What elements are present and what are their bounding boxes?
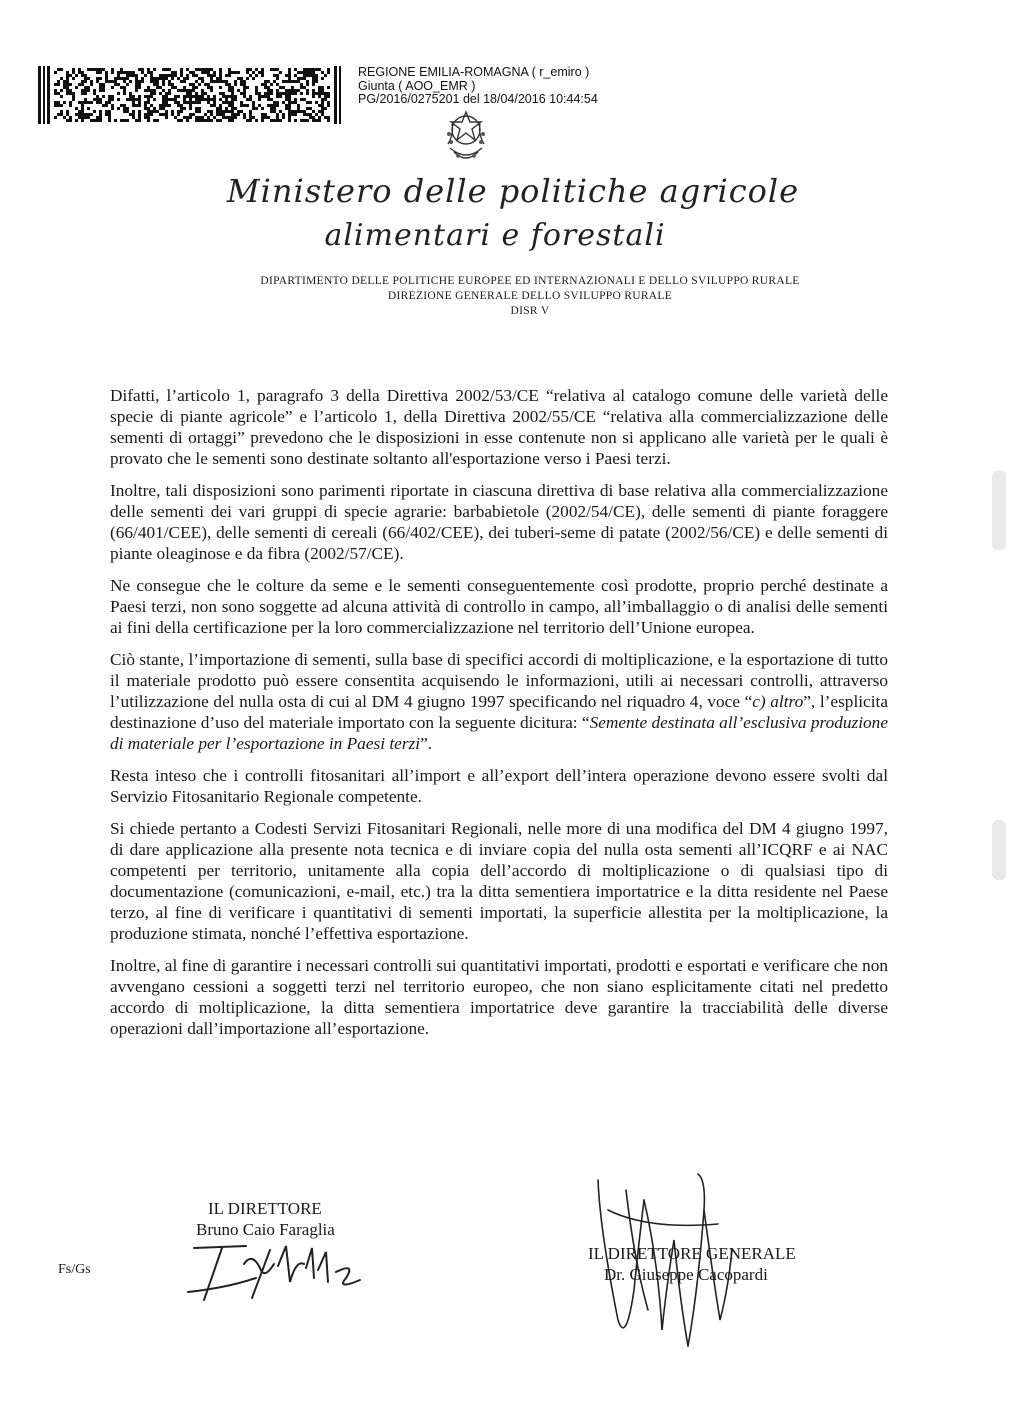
paragraph-text: ”, l’esplicita destinazione d’uso del materiale importato con la seguente dicitura: “ [110, 692, 888, 732]
department-title: DIPARTIMENTO DELLE POLITICHE EUROPEE ED INTERNAZIONALI E DELLO SVILUPPO RURALE [260, 275, 800, 287]
republic-emblem-icon [440, 104, 492, 168]
letter-body [110, 385, 888, 1050]
office-code: DISR V [510, 305, 550, 317]
ministry-name-line2: alimentari e forestali [324, 218, 666, 253]
signature-role: IL DIRETTORE [208, 1199, 322, 1218]
ministry-name-line1: Ministero delle politiche agricole [226, 172, 800, 210]
italic-text: Semente destinata all’esclusiva produzione di materiale per l’esportazione in Paesi terzi [110, 713, 888, 753]
stamp-line-protocol: PG/2016/0275201 del 18/04/2016 10:44:54 [358, 92, 598, 106]
scan-artifact [992, 820, 1006, 880]
paragraph-text: ”. [420, 734, 433, 753]
barcode-image [38, 66, 344, 124]
paragraph-text: Ciò stante, l’importazione di sementi, sulla base di specifici accordi di moltiplicazione, e la esportazione di tutto il materiale prodotto può essere consentita acquisendo le informazioni, utili ai necessari controlli, attraverso l’utilizzazione del nulla osta di cui al DM 4 giugno 1997 specificando nel riquadro 4, voce “ [110, 650, 888, 711]
signature-role: IL DIRETTORE GENERALE [588, 1244, 796, 1263]
paragraph: Difatti, l’articolo 1, paragrafo 3 della Direttiva 2002/53/CE “relativa al catalogo comune delle varietà delle specie di piante agricole” e l’articolo 1, della Direttiva 2002/55/CE “relativa alla commercializzazione delle sementi di ortaggi” prevedono che le disposizioni in esse contenute non si applicano alle varietà per le quali è provato che le sementi sono destinate soltanto all'esportazione verso i Paesi terzi. [110, 386, 888, 468]
signature-name: Bruno Caio Faraglia [196, 1220, 335, 1239]
directorate-title: DIREZIONE GENERALE DELLO SVILUPPO RURALE [387, 290, 673, 302]
stamp-line-office: Giunta ( AOO_EMR ) [358, 78, 476, 93]
signature-name: Dr. Giuseppe Cacopardi [604, 1265, 768, 1284]
handwritten-signature-icon [186, 1238, 376, 1308]
paragraph [110, 649, 888, 754]
paragraph: Inoltre, tali disposizioni sono parimenti riportate in ciascuna direttiva di base relativa alla commercializzazione delle sementi dei vari gruppi di specie agrarie: barbabietole (2002/54/CE), delle sementi di piante foraggere (66/401/CEE), delle sementi di cereali (66/402/CEE), dei tuberi-seme di patate (2002/56/CE) e delle sementi di piante oleaginose e da fibra (2002/57/CE). [110, 481, 888, 563]
scan-artifact [992, 470, 1006, 550]
signature-block-director-general [588, 1243, 796, 1285]
author-initials: Fs/Gs [58, 1262, 91, 1277]
signature-block-director [196, 1198, 335, 1240]
stamp-line-region: REGIONE EMILIA-ROMAGNA ( r_emiro ) [358, 65, 590, 79]
paragraph: Ne consegue che le colture da seme e le sementi conseguentemente così prodotte, proprio perché destinate a Paesi terzi, non sono soggette ad alcuna attività di controllo in campo, all’imballaggio o di analisi delle sementi ai fini della certificazione per la loro commercializzazione nel territorio dell’Unione europea. [110, 576, 888, 637]
italic-text: c) altro [752, 692, 804, 711]
paragraph: Inoltre, al fine di garantire i necessari controlli sui quantitativi importati, prodotti e esportati e verificare che non avvengano cessioni a soggetti terzi nel territorio europeo, che non siano esplicitamente citati nel predetto accordo di moltiplicazione, la ditta sementiera importatrice deve garantire la tracciabilità delle diverse operazioni dall’importazione all’esportazione. [110, 956, 888, 1038]
paragraph: Resta inteso che i controlli fitosanitari all’import e all’export dell’intera operazione devono essere svolti dal Servizio Fitosanitario Regionale competente. [110, 766, 888, 806]
paragraph: Si chiede pertanto a Codesti Servizi Fitosanitari Regionali, nelle more di una modifica del DM 4 giugno 1997, di dare applicazione alla presente nota tecnica e di inviare copia del nulla osta sementi all’ICQRF e ai NAC competenti per territorio, unitamente alla copia dell’accordo di moltiplicazione o di qualsiasi tipo di documentazione (comunicazioni, e-mail, etc.) tra la ditta sementiera importatrice e la ditta residente nel Paese terzo, al fine di verificare i quantitativi di sementi importati, la superficie allestita per la moltiplicazione, la produzione stimata, nonché l’effettiva esportazione. [110, 819, 888, 943]
protocol-stamp [358, 66, 598, 107]
